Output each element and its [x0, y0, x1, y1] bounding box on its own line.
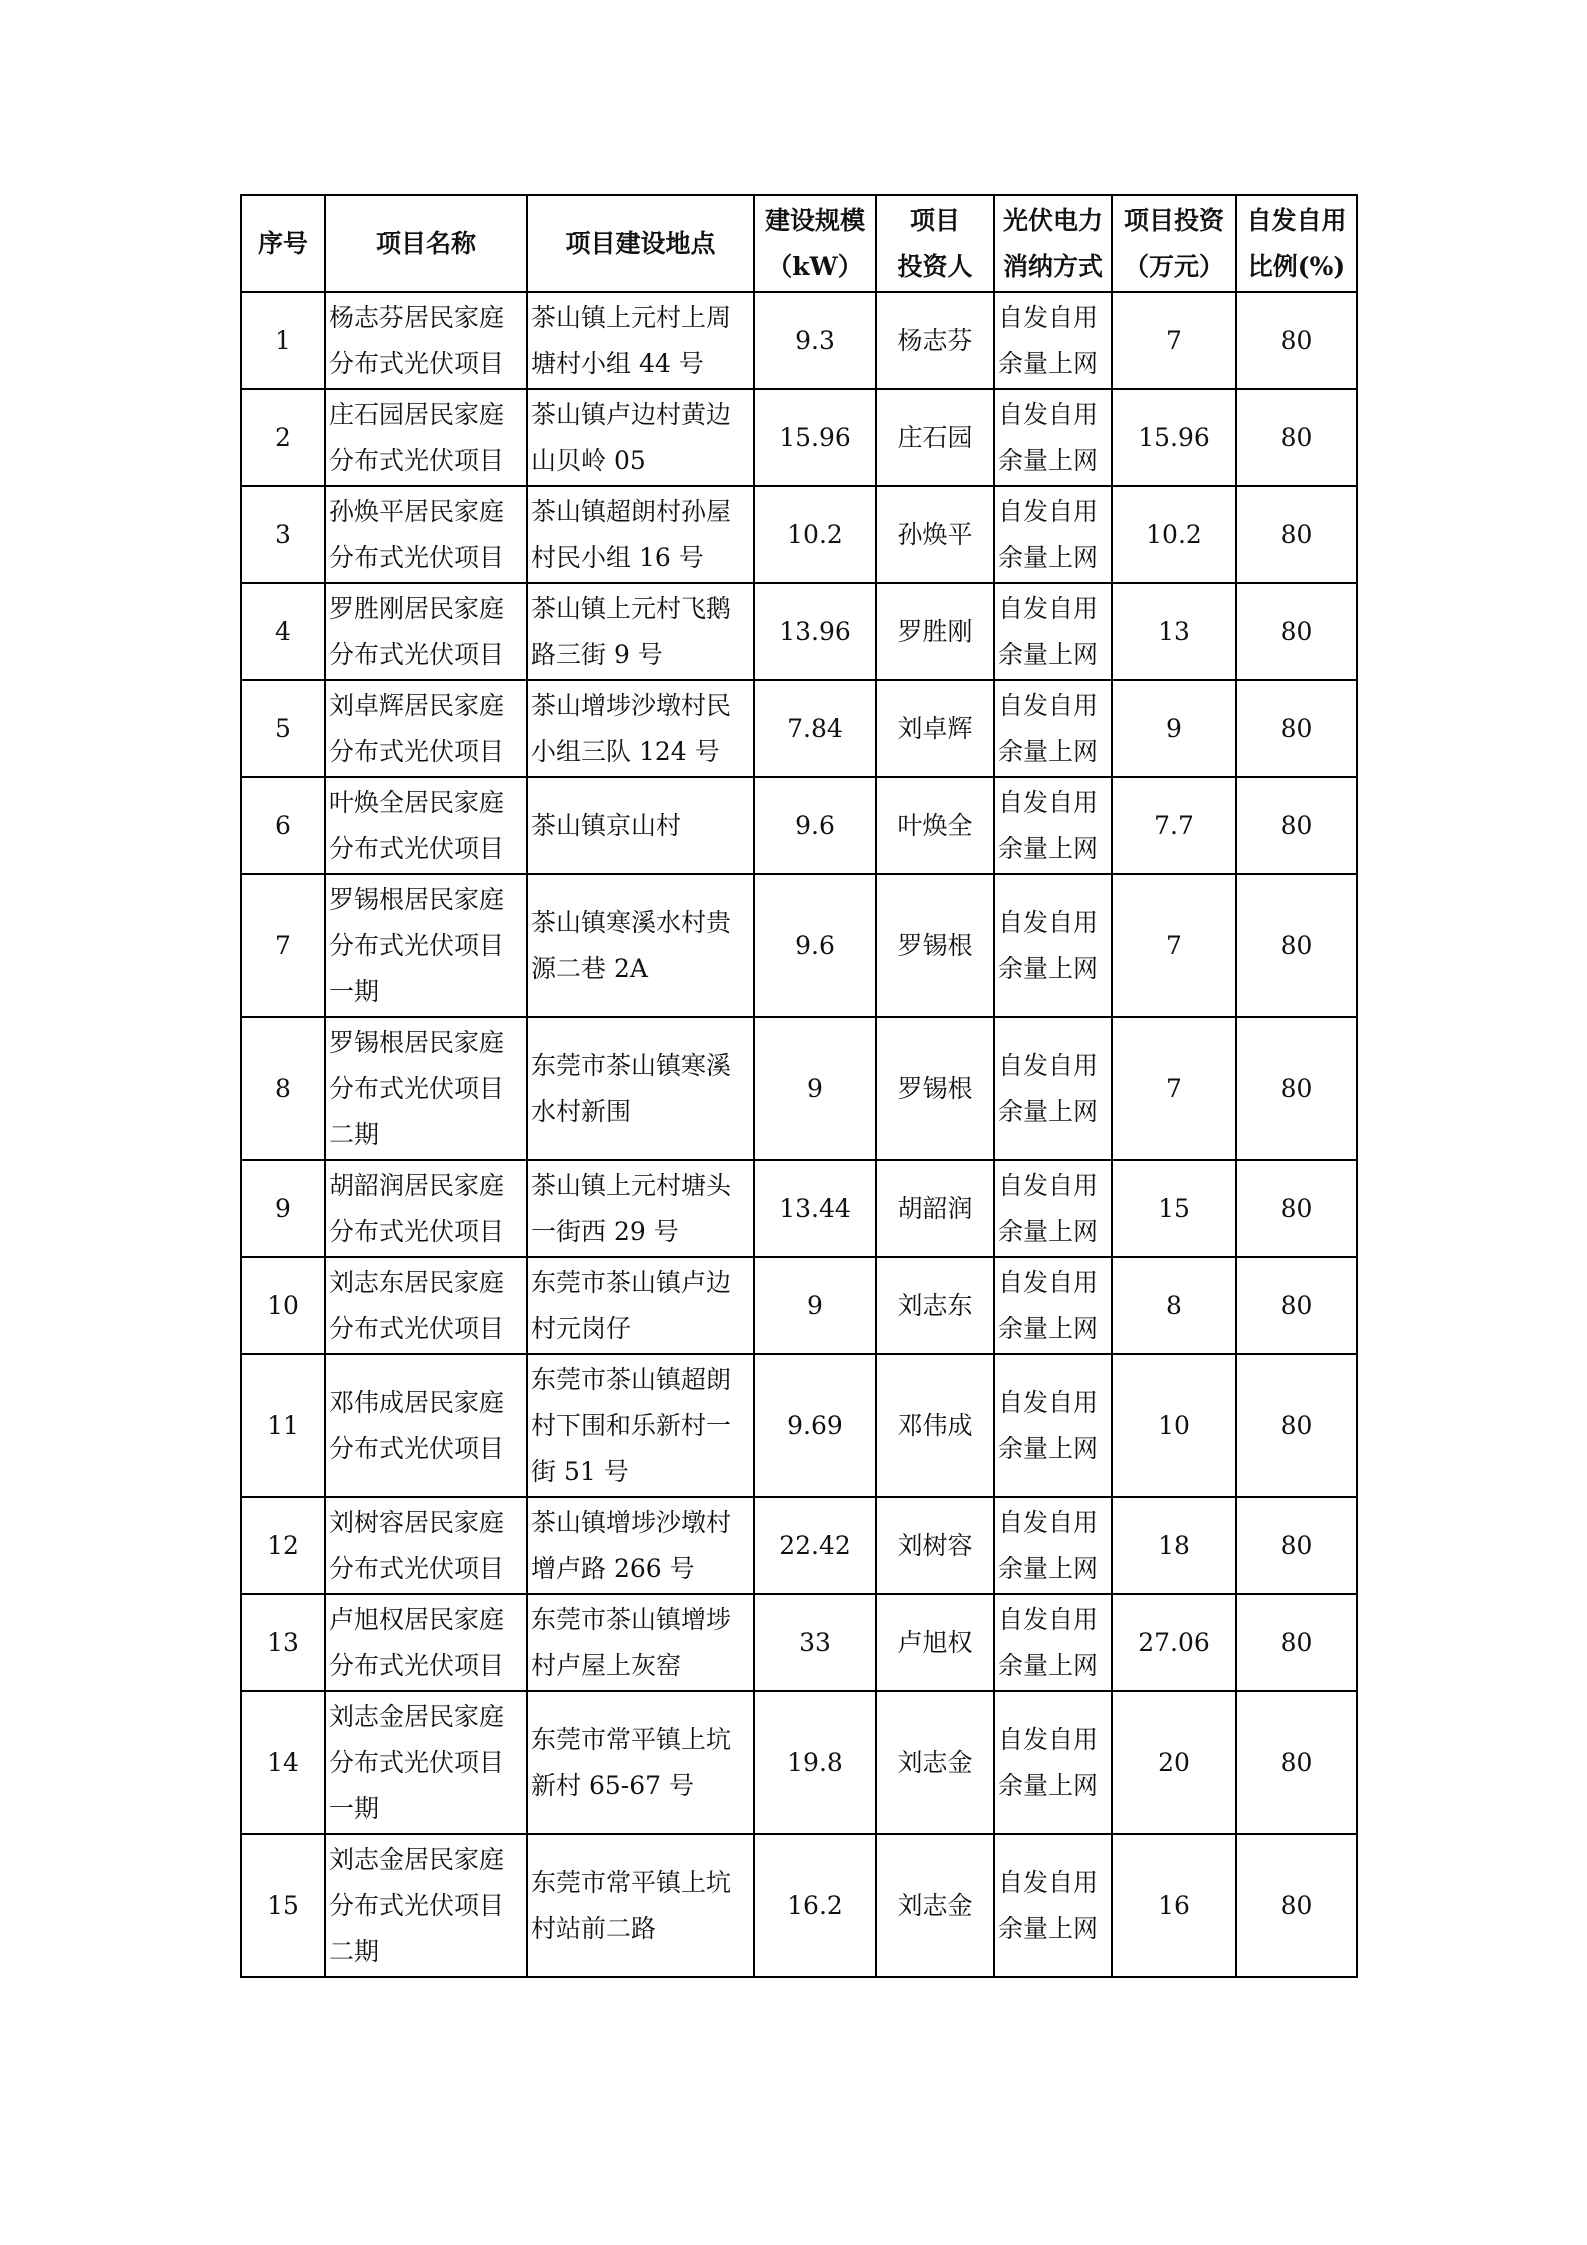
cell-scale-kw: 10.2: [754, 486, 876, 583]
cell-self-use-ratio: 80: [1236, 1834, 1357, 1977]
header-self-use-ratio: 自发自用 比例(%): [1236, 195, 1357, 292]
cell-project-location: 东莞市茶山镇增埗村卢屋上灰窑: [527, 1594, 754, 1691]
cell-scale-kw: 9: [754, 1017, 876, 1160]
cell-project-location: 茶山镇京山村: [527, 777, 754, 874]
cell-investor: 刘志东: [876, 1257, 994, 1354]
cell-project-name: 刘树容居民家庭分布式光伏项目: [325, 1497, 527, 1594]
header-serial-number: 序号: [241, 195, 325, 292]
cell-serial-number: 9: [241, 1160, 325, 1257]
cell-project-name: 卢旭权居民家庭分布式光伏项目: [325, 1594, 527, 1691]
table-row: [241, 583, 1357, 680]
cell-investment: 15: [1112, 1160, 1236, 1257]
cell-serial-number: 13: [241, 1594, 325, 1691]
cell-project-location: 茶山镇超朗村孙屋村民小组 16 号: [527, 486, 754, 583]
header-project-name: 项目名称: [325, 195, 527, 292]
cell-self-use-ratio: 80: [1236, 389, 1357, 486]
cell-investment: 8: [1112, 1257, 1236, 1354]
cell-project-location: 茶山镇增埗沙墩村增卢路 266 号: [527, 1497, 754, 1594]
cell-consumption-mode: 自发自用余量上网: [994, 1834, 1112, 1977]
cell-project-name: 罗胜刚居民家庭分布式光伏项目: [325, 583, 527, 680]
cell-scale-kw: 16.2: [754, 1834, 876, 1977]
cell-self-use-ratio: 80: [1236, 486, 1357, 583]
cell-project-location: 茶山镇卢边村黄边山贝岭 05: [527, 389, 754, 486]
cell-serial-number: 1: [241, 292, 325, 389]
project-table-page: [240, 194, 1358, 1978]
header-investor: 项目 投资人: [876, 195, 994, 292]
table-row: [241, 1160, 1357, 1257]
cell-project-location: 东莞市常平镇上坑村站前二路: [527, 1834, 754, 1977]
table-row: [241, 1497, 1357, 1594]
cell-project-name: 刘志金居民家庭分布式光伏项目二期: [325, 1834, 527, 1977]
cell-consumption-mode: 自发自用余量上网: [994, 486, 1112, 583]
cell-investor: 刘志金: [876, 1691, 994, 1834]
cell-investor: 刘卓辉: [876, 680, 994, 777]
cell-investor: 卢旭权: [876, 1594, 994, 1691]
cell-investment: 10.2: [1112, 486, 1236, 583]
cell-scale-kw: 13.44: [754, 1160, 876, 1257]
header-project-location: 项目建设地点: [527, 195, 754, 292]
table-header-row: [241, 195, 1357, 292]
cell-self-use-ratio: 80: [1236, 583, 1357, 680]
table-row: [241, 1257, 1357, 1354]
cell-project-name: 胡韶润居民家庭分布式光伏项目: [325, 1160, 527, 1257]
cell-project-name: 邓伟成居民家庭分布式光伏项目: [325, 1354, 527, 1497]
cell-project-location: 茶山镇寒溪水村贵源二巷 2A: [527, 874, 754, 1017]
cell-project-name: 刘志金居民家庭分布式光伏项目一期: [325, 1691, 527, 1834]
header-consumption-mode: 光伏电力 消纳方式: [994, 195, 1112, 292]
cell-consumption-mode: 自发自用余量上网: [994, 292, 1112, 389]
cell-serial-number: 10: [241, 1257, 325, 1354]
cell-scale-kw: 19.8: [754, 1691, 876, 1834]
table-row: [241, 1354, 1357, 1497]
cell-self-use-ratio: 80: [1236, 1017, 1357, 1160]
cell-investor: 刘志金: [876, 1834, 994, 1977]
cell-consumption-mode: 自发自用余量上网: [994, 680, 1112, 777]
cell-self-use-ratio: 80: [1236, 1257, 1357, 1354]
cell-serial-number: 14: [241, 1691, 325, 1834]
cell-project-name: 刘志东居民家庭分布式光伏项目: [325, 1257, 527, 1354]
cell-consumption-mode: 自发自用余量上网: [994, 1354, 1112, 1497]
cell-investor: 刘树容: [876, 1497, 994, 1594]
cell-scale-kw: 33: [754, 1594, 876, 1691]
table-row: [241, 874, 1357, 1017]
cell-investor: 罗锡根: [876, 1017, 994, 1160]
cell-serial-number: 3: [241, 486, 325, 583]
cell-investor: 胡韶润: [876, 1160, 994, 1257]
cell-serial-number: 6: [241, 777, 325, 874]
cell-self-use-ratio: 80: [1236, 1691, 1357, 1834]
cell-self-use-ratio: 80: [1236, 874, 1357, 1017]
cell-serial-number: 8: [241, 1017, 325, 1160]
cell-investor: 叶焕全: [876, 777, 994, 874]
cell-consumption-mode: 自发自用余量上网: [994, 874, 1112, 1017]
cell-investment: 9: [1112, 680, 1236, 777]
cell-scale-kw: 13.96: [754, 583, 876, 680]
cell-project-name: 孙焕平居民家庭分布式光伏项目: [325, 486, 527, 583]
cell-investment: 7: [1112, 1017, 1236, 1160]
cell-investment: 7: [1112, 292, 1236, 389]
table-row: [241, 1594, 1357, 1691]
cell-self-use-ratio: 80: [1236, 1354, 1357, 1497]
cell-self-use-ratio: 80: [1236, 777, 1357, 874]
cell-self-use-ratio: 80: [1236, 1160, 1357, 1257]
cell-scale-kw: 9: [754, 1257, 876, 1354]
table-row: [241, 1691, 1357, 1834]
cell-project-location: 茶山镇上元村上周塘村小组 44 号: [527, 292, 754, 389]
cell-consumption-mode: 自发自用余量上网: [994, 1017, 1112, 1160]
cell-scale-kw: 9.6: [754, 777, 876, 874]
cell-serial-number: 12: [241, 1497, 325, 1594]
cell-serial-number: 15: [241, 1834, 325, 1977]
pv-project-table: [240, 194, 1358, 1978]
cell-investor: 孙焕平: [876, 486, 994, 583]
cell-investment: 18: [1112, 1497, 1236, 1594]
cell-self-use-ratio: 80: [1236, 292, 1357, 389]
cell-project-location: 茶山增埗沙墩村民小组三队 124 号: [527, 680, 754, 777]
cell-investment: 16: [1112, 1834, 1236, 1977]
cell-project-name: 罗锡根居民家庭分布式光伏项目二期: [325, 1017, 527, 1160]
cell-serial-number: 5: [241, 680, 325, 777]
cell-self-use-ratio: 80: [1236, 1594, 1357, 1691]
cell-investor: 庄石园: [876, 389, 994, 486]
cell-investor: 罗锡根: [876, 874, 994, 1017]
cell-project-location: 茶山镇上元村飞鹅路三街 9 号: [527, 583, 754, 680]
cell-project-name: 叶焕全居民家庭分布式光伏项目: [325, 777, 527, 874]
header-scale-kw: 建设规模 （kW）: [754, 195, 876, 292]
cell-scale-kw: 22.42: [754, 1497, 876, 1594]
cell-scale-kw: 9.3: [754, 292, 876, 389]
table-row: [241, 1017, 1357, 1160]
table-row: [241, 777, 1357, 874]
cell-project-name: 罗锡根居民家庭分布式光伏项目一期: [325, 874, 527, 1017]
cell-scale-kw: 9.69: [754, 1354, 876, 1497]
cell-investment: 27.06: [1112, 1594, 1236, 1691]
table-row: [241, 486, 1357, 583]
cell-project-location: 东莞市常平镇上坑新村 65-67 号: [527, 1691, 754, 1834]
cell-investor: 杨志芬: [876, 292, 994, 389]
cell-serial-number: 11: [241, 1354, 325, 1497]
cell-investment: 15.96: [1112, 389, 1236, 486]
cell-project-location: 茶山镇上元村塘头一街西 29 号: [527, 1160, 754, 1257]
cell-project-name: 杨志芬居民家庭分布式光伏项目: [325, 292, 527, 389]
cell-project-location: 东莞市茶山镇寒溪水村新围: [527, 1017, 754, 1160]
cell-investor: 邓伟成: [876, 1354, 994, 1497]
table-row: [241, 292, 1357, 389]
cell-consumption-mode: 自发自用余量上网: [994, 389, 1112, 486]
cell-consumption-mode: 自发自用余量上网: [994, 1594, 1112, 1691]
cell-consumption-mode: 自发自用余量上网: [994, 1160, 1112, 1257]
cell-investment: 13: [1112, 583, 1236, 680]
cell-serial-number: 4: [241, 583, 325, 680]
cell-scale-kw: 9.6: [754, 874, 876, 1017]
cell-investment: 7: [1112, 874, 1236, 1017]
cell-serial-number: 7: [241, 874, 325, 1017]
cell-consumption-mode: 自发自用余量上网: [994, 1497, 1112, 1594]
cell-project-location: 东莞市茶山镇超朗村下围和乐新村一街 51 号: [527, 1354, 754, 1497]
header-investment: 项目投资 （万元）: [1112, 195, 1236, 292]
cell-project-location: 东莞市茶山镇卢边村元岗仔: [527, 1257, 754, 1354]
cell-consumption-mode: 自发自用余量上网: [994, 1691, 1112, 1834]
table-row: [241, 680, 1357, 777]
table-row: [241, 1834, 1357, 1977]
cell-investment: 7.7: [1112, 777, 1236, 874]
table-body: [241, 292, 1357, 1977]
cell-project-name: 庄石园居民家庭分布式光伏项目: [325, 389, 527, 486]
cell-scale-kw: 7.84: [754, 680, 876, 777]
cell-self-use-ratio: 80: [1236, 1497, 1357, 1594]
table-row: [241, 389, 1357, 486]
cell-investor: 罗胜刚: [876, 583, 994, 680]
cell-consumption-mode: 自发自用余量上网: [994, 583, 1112, 680]
cell-consumption-mode: 自发自用余量上网: [994, 777, 1112, 874]
cell-scale-kw: 15.96: [754, 389, 876, 486]
cell-self-use-ratio: 80: [1236, 680, 1357, 777]
cell-project-name: 刘卓辉居民家庭分布式光伏项目: [325, 680, 527, 777]
cell-serial-number: 2: [241, 389, 325, 486]
cell-consumption-mode: 自发自用余量上网: [994, 1257, 1112, 1354]
cell-investment: 20: [1112, 1691, 1236, 1834]
cell-investment: 10: [1112, 1354, 1236, 1497]
